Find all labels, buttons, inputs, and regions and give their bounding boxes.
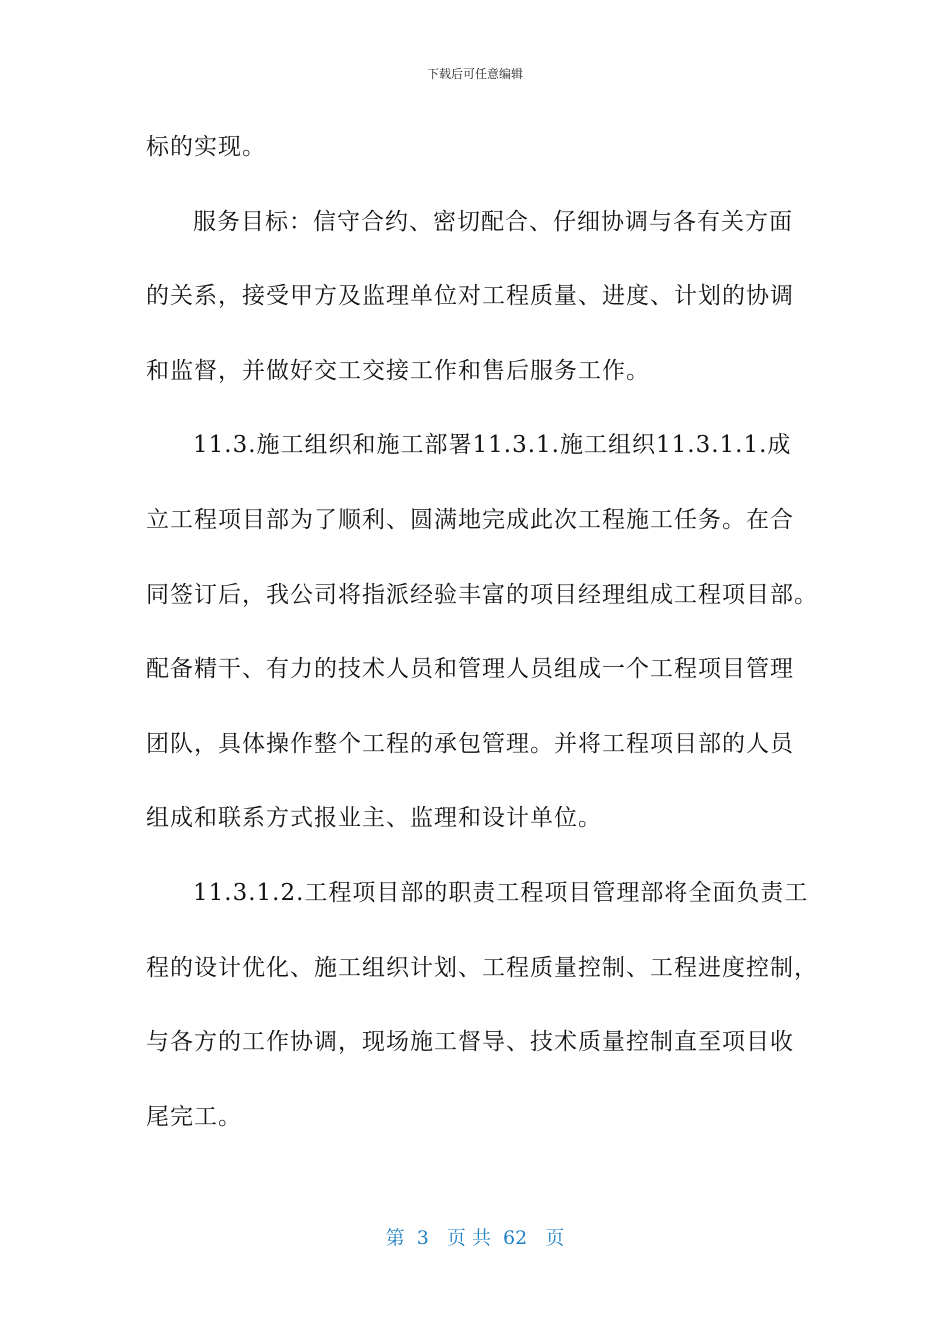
body-line: 同签订后，我公司将指派经验丰富的项目经理组成工程项目部。 (146, 581, 818, 608)
page-footer: 第 3 页 共 62 页 (385, 1227, 565, 1249)
body-line: 标的实现。 (146, 134, 266, 160)
paragraph-construction-organization: 11.3.施工组织和施工部署11.3.1.施工组织11.3.1.1.成 (193, 432, 792, 459)
body-line: 与各方的工作协调，现场施工督导、技术质量控制直至项目收 (146, 1029, 794, 1056)
body-line: 配备精干、有力的技术人员和管理人员组成一个工程项目管理 (146, 656, 794, 683)
body-line: 立工程项目部为了顺利、圆满地完成此次工程施工任务。在合 (146, 506, 794, 533)
paragraph-project-duties: 11.3.1.2.工程项目部的职责工程项目管理部将全面负责工 (193, 879, 809, 906)
body-line: 团队，具体操作整个工程的承包管理。并将工程项目部的人员 (146, 730, 794, 757)
body-line: 程的设计优化、施工组织计划、工程质量控制、工程进度控制， (146, 954, 818, 981)
body-line: 和监督，并做好交工交接工作和售后服务工作。 (146, 357, 650, 384)
document-body (146, 110, 818, 1154)
body-line: 组成和联系方式报业主、监理和设计单位。 (146, 805, 602, 832)
paragraph-service-goal: 服务目标：信守合约、密切配合、仔细协调与各有关方面 (193, 208, 793, 235)
body-line: 尾完工。 (146, 1103, 242, 1130)
body-line: 的关系，接受甲方及监理单位对工程质量、进度、计划的协调 (146, 283, 794, 310)
page-header: 下载后可任意编辑 (426, 67, 523, 81)
